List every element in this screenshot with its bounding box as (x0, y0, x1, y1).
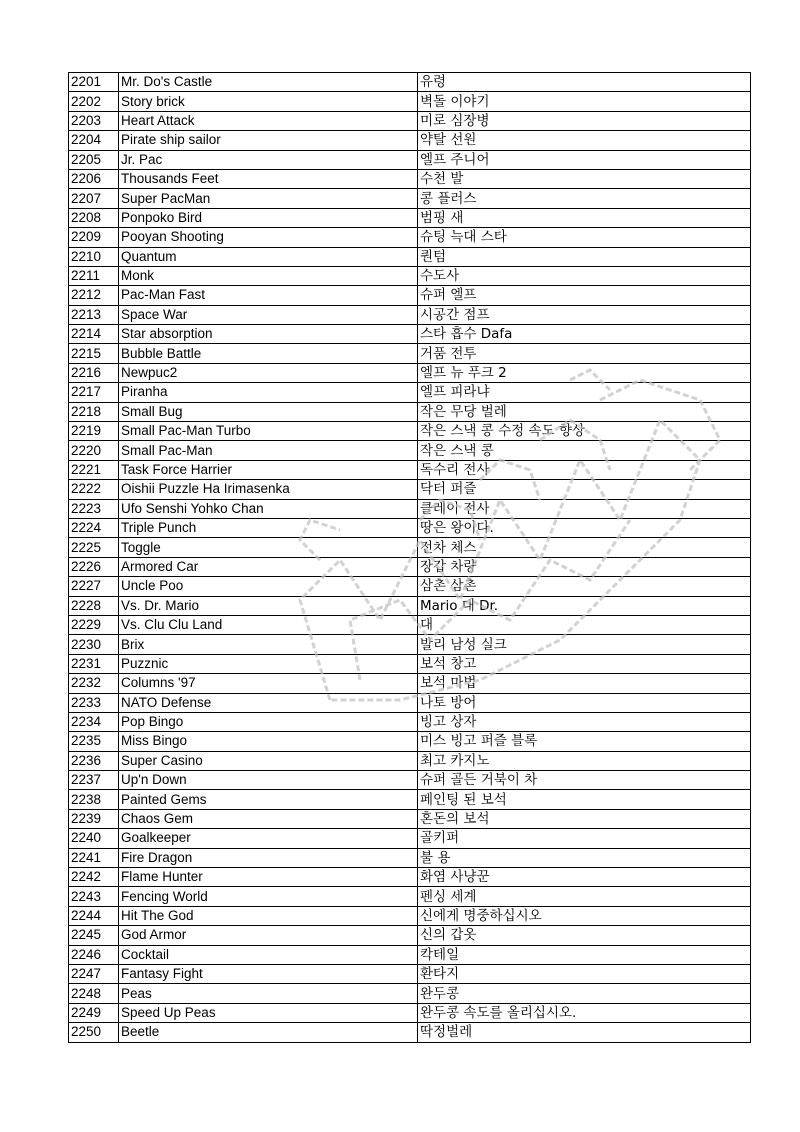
korean-title-cell: 약탈 선원 (418, 131, 751, 150)
korean-title-cell: 보석 창고 (418, 654, 751, 673)
table-row (69, 286, 751, 305)
korean-title-cell: 벽돌 이야기 (418, 92, 751, 111)
table-row (69, 363, 751, 382)
english-title-cell: God Armor (119, 926, 418, 945)
korean-title-cell: 땅은 왕이다. (418, 518, 751, 537)
table-row (69, 693, 751, 712)
game-number-cell: 2201 (69, 73, 119, 92)
game-number-cell: 2221 (69, 460, 119, 479)
korean-title-cell: 골키퍼 (418, 829, 751, 848)
table-row (69, 92, 751, 111)
game-number-cell: 2244 (69, 906, 119, 925)
korean-title-cell: 슈퍼 골든 거북이 차 (418, 771, 751, 790)
english-title-cell: Hit The God (119, 906, 418, 925)
game-number-cell: 2212 (69, 286, 119, 305)
table-row (69, 383, 751, 402)
korean-title-cell: 신에게 명중하십시오 (418, 906, 751, 925)
korean-title-cell: 빙고 상자 (418, 712, 751, 731)
korean-title-cell: 신의 갑옷 (418, 926, 751, 945)
game-number-cell: 2240 (69, 829, 119, 848)
english-title-cell: Brix (119, 635, 418, 654)
game-number-cell: 2239 (69, 809, 119, 828)
table-row (69, 809, 751, 828)
table-row (69, 964, 751, 983)
table-row (69, 247, 751, 266)
game-number-cell: 2226 (69, 557, 119, 576)
table-row (69, 751, 751, 770)
korean-title-cell: 콩 플러스 (418, 189, 751, 208)
game-number-cell: 2213 (69, 305, 119, 324)
korean-title-cell: 시공간 점프 (418, 305, 751, 324)
korean-title-cell: 보석 마법 (418, 674, 751, 693)
korean-title-cell: 작은 스낵 콩 (418, 441, 751, 460)
game-number-cell: 2218 (69, 402, 119, 421)
english-title-cell: Ufo Senshi Yohko Chan (119, 499, 418, 518)
game-number-cell: 2229 (69, 615, 119, 634)
english-title-cell: Super Casino (119, 751, 418, 770)
table-row (69, 266, 751, 285)
game-number-cell: 2248 (69, 984, 119, 1003)
game-number-cell: 2238 (69, 790, 119, 809)
korean-title-cell: 엘프 주니어 (418, 150, 751, 169)
table-row (69, 402, 751, 421)
korean-title-cell: Mario 대 Dr. (418, 596, 751, 615)
english-title-cell: Newpuc2 (119, 363, 418, 382)
korean-title-cell: 완두콩 (418, 984, 751, 1003)
korean-title-cell: 나토 방어 (418, 693, 751, 712)
english-title-cell: Super PacMan (119, 189, 418, 208)
table-row (69, 441, 751, 460)
english-title-cell: Small Pac-Man Turbo (119, 422, 418, 441)
english-title-cell: Flame Hunter (119, 868, 418, 887)
game-number-cell: 2224 (69, 518, 119, 537)
korean-title-cell: 펜싱 세계 (418, 887, 751, 906)
english-title-cell: NATO Defense (119, 693, 418, 712)
english-title-cell: Space War (119, 305, 418, 324)
english-title-cell: Cocktail (119, 945, 418, 964)
korean-title-cell: 수천 발 (418, 169, 751, 188)
english-title-cell: Bubble Battle (119, 344, 418, 363)
korean-title-cell: 엘프 뉴 푸크 2 (418, 363, 751, 382)
table-row (69, 887, 751, 906)
english-title-cell: Toggle (119, 538, 418, 557)
english-title-cell: Task Force Harrier (119, 460, 418, 479)
korean-title-cell: 슈퍼 엘프 (418, 286, 751, 305)
table-row (69, 208, 751, 227)
english-title-cell: Fencing World (119, 887, 418, 906)
table-row (69, 829, 751, 848)
english-title-cell: Jr. Pac (119, 150, 418, 169)
table-row (69, 460, 751, 479)
korean-title-cell: 미스 빙고 퍼즐 블록 (418, 732, 751, 751)
table-row (69, 577, 751, 596)
game-number-cell: 2249 (69, 1003, 119, 1022)
table-row (69, 169, 751, 188)
game-number-cell: 2234 (69, 712, 119, 731)
game-number-cell: 2209 (69, 228, 119, 247)
korean-title-cell: 혼돈의 보석 (418, 809, 751, 828)
table-row (69, 150, 751, 169)
game-number-cell: 2247 (69, 964, 119, 983)
english-title-cell: Pop Bingo (119, 712, 418, 731)
korean-title-cell: 칵테일 (418, 945, 751, 964)
korean-title-cell: 화염 사냥꾼 (418, 868, 751, 887)
game-number-cell: 2205 (69, 150, 119, 169)
game-number-cell: 2245 (69, 926, 119, 945)
english-title-cell: Painted Gems (119, 790, 418, 809)
table-row (69, 906, 751, 925)
english-title-cell: Quantum (119, 247, 418, 266)
game-number-cell: 2243 (69, 887, 119, 906)
game-number-cell: 2233 (69, 693, 119, 712)
game-number-cell: 2214 (69, 325, 119, 344)
korean-title-cell: 작은 스낵 콩 수정 속도 향상 (418, 422, 751, 441)
table-row (69, 732, 751, 751)
game-number-cell: 2235 (69, 732, 119, 751)
table-row (69, 499, 751, 518)
game-number-cell: 2215 (69, 344, 119, 363)
game-number-cell: 2216 (69, 363, 119, 382)
table-row (69, 305, 751, 324)
english-title-cell: Heart Attack (119, 111, 418, 130)
english-title-cell: Chaos Gem (119, 809, 418, 828)
game-number-cell: 2208 (69, 208, 119, 227)
english-title-cell: Small Pac-Man (119, 441, 418, 460)
english-title-cell: Vs. Clu Clu Land (119, 615, 418, 634)
table-row (69, 654, 751, 673)
korean-title-cell: 전차 체스 (418, 538, 751, 557)
table-row (69, 945, 751, 964)
game-number-cell: 2241 (69, 848, 119, 867)
english-title-cell: Vs. Dr. Mario (119, 596, 418, 615)
table-row (69, 596, 751, 615)
english-title-cell: Columns '97 (119, 674, 418, 693)
table-row (69, 712, 751, 731)
table-row (69, 771, 751, 790)
game-number-cell: 2223 (69, 499, 119, 518)
korean-title-cell: 완두콩 속도를 올리십시오. (418, 1003, 751, 1022)
korean-title-cell: 스타 흡수 Dafa (418, 325, 751, 344)
table-row (69, 868, 751, 887)
game-number-cell: 2232 (69, 674, 119, 693)
game-number-cell: 2242 (69, 868, 119, 887)
english-title-cell: Armored Car (119, 557, 418, 576)
english-title-cell: Speed Up Peas (119, 1003, 418, 1022)
english-title-cell: Uncle Poo (119, 577, 418, 596)
game-list-body (69, 73, 751, 1043)
korean-title-cell: 퀀텀 (418, 247, 751, 266)
korean-title-cell: 최고 카지노 (418, 751, 751, 770)
english-title-cell: Fire Dragon (119, 848, 418, 867)
game-number-cell: 2231 (69, 654, 119, 673)
game-number-cell: 2217 (69, 383, 119, 402)
table-row (69, 984, 751, 1003)
table-row (69, 848, 751, 867)
table-row (69, 518, 751, 537)
game-number-cell: 2203 (69, 111, 119, 130)
game-number-cell: 2237 (69, 771, 119, 790)
korean-title-cell: 페인팅 된 보석 (418, 790, 751, 809)
table-row (69, 1023, 751, 1042)
korean-title-cell: 범핑 새 (418, 208, 751, 227)
table-row (69, 674, 751, 693)
game-number-cell: 2225 (69, 538, 119, 557)
english-title-cell: Piranha (119, 383, 418, 402)
table-row (69, 131, 751, 150)
table-row (69, 480, 751, 499)
game-number-cell: 2202 (69, 92, 119, 111)
english-title-cell: Goalkeeper (119, 829, 418, 848)
table-row (69, 422, 751, 441)
english-title-cell: Thousands Feet (119, 169, 418, 188)
table-row (69, 557, 751, 576)
english-title-cell: Small Bug (119, 402, 418, 421)
english-title-cell: Story brick (119, 92, 418, 111)
game-number-cell: 2236 (69, 751, 119, 770)
english-title-cell: Monk (119, 266, 418, 285)
korean-title-cell: 미로 심장병 (418, 111, 751, 130)
game-number-cell: 2227 (69, 577, 119, 596)
english-title-cell: Oishii Puzzle Ha Irimasenka (119, 480, 418, 499)
korean-title-cell: 수도사 (418, 266, 751, 285)
table-row (69, 790, 751, 809)
korean-title-cell: 유령 (418, 73, 751, 92)
table-row (69, 228, 751, 247)
english-title-cell: Star absorption (119, 325, 418, 344)
game-number-cell: 2220 (69, 441, 119, 460)
english-title-cell: Beetle (119, 1023, 418, 1042)
korean-title-cell: 발리 남성 실크 (418, 635, 751, 654)
korean-title-cell: 대 (418, 615, 751, 634)
english-title-cell: Triple Punch (119, 518, 418, 537)
table-row (69, 73, 751, 92)
english-title-cell: Pac-Man Fast (119, 286, 418, 305)
table-row (69, 1003, 751, 1022)
table-row (69, 926, 751, 945)
table-row (69, 635, 751, 654)
english-title-cell: Pooyan Shooting (119, 228, 418, 247)
english-title-cell: Pirate ship sailor (119, 131, 418, 150)
table-row (69, 344, 751, 363)
table-row (69, 615, 751, 634)
korean-title-cell: 삼촌 삼촌 (418, 577, 751, 596)
english-title-cell: Puzznic (119, 654, 418, 673)
korean-title-cell: 환타지 (418, 964, 751, 983)
game-number-cell: 2230 (69, 635, 119, 654)
game-number-cell: 2222 (69, 480, 119, 499)
game-number-cell: 2228 (69, 596, 119, 615)
english-title-cell: Up'n Down (119, 771, 418, 790)
game-number-cell: 2211 (69, 266, 119, 285)
english-title-cell: Mr. Do's Castle (119, 73, 418, 92)
korean-title-cell: 슈팅 늑대 스타 (418, 228, 751, 247)
game-number-cell: 2250 (69, 1023, 119, 1042)
table-row (69, 325, 751, 344)
korean-title-cell: 작은 무당 벌레 (418, 402, 751, 421)
table-row (69, 111, 751, 130)
game-number-cell: 2219 (69, 422, 119, 441)
game-list-table (68, 72, 751, 1043)
korean-title-cell: 닥터 퍼즐 (418, 480, 751, 499)
korean-title-cell: 불 용 (418, 848, 751, 867)
table-row (69, 538, 751, 557)
game-number-cell: 2210 (69, 247, 119, 266)
english-title-cell: Fantasy Fight (119, 964, 418, 983)
english-title-cell: Miss Bingo (119, 732, 418, 751)
english-title-cell: Ponpoko Bird (119, 208, 418, 227)
korean-title-cell: 거품 전투 (418, 344, 751, 363)
game-number-cell: 2204 (69, 131, 119, 150)
game-number-cell: 2246 (69, 945, 119, 964)
korean-title-cell: 엘프 피라냐 (418, 383, 751, 402)
korean-title-cell: 장갑 차량 (418, 557, 751, 576)
game-number-cell: 2206 (69, 169, 119, 188)
table-row (69, 189, 751, 208)
korean-title-cell: 딱정벌레 (418, 1023, 751, 1042)
korean-title-cell: 독수리 전사 (418, 460, 751, 479)
english-title-cell: Peas (119, 984, 418, 1003)
game-number-cell: 2207 (69, 189, 119, 208)
korean-title-cell: 클레이 전사 (418, 499, 751, 518)
